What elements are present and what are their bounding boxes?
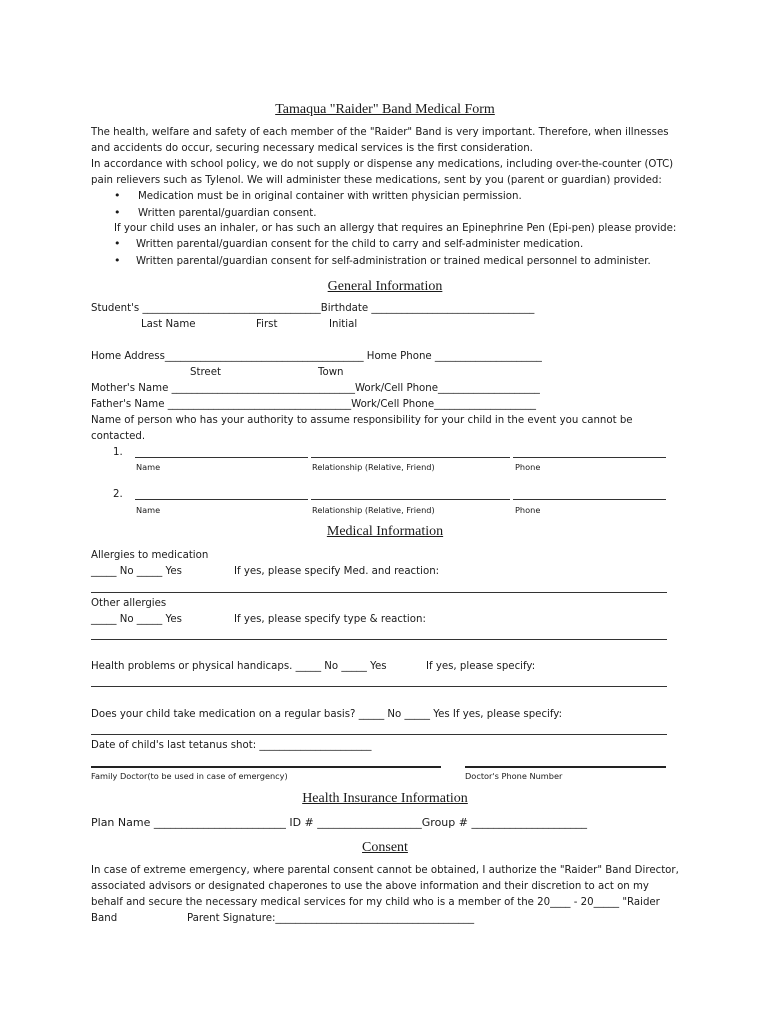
bullet-icon: • bbox=[114, 189, 121, 202]
bullet-text: Written parental/guardian consent for self-administration or trained medical personnel to administer. bbox=[136, 256, 651, 267]
general-info-heading: General Information bbox=[327, 279, 443, 294]
allergies-reaction-field[interactable] bbox=[91, 592, 667, 593]
student-line[interactable]: Student's ___________________________________Birthdate ________________________________ bbox=[91, 303, 535, 314]
home-address-line[interactable]: Home Address_______________________________________ Home Phone _____________________ bbox=[91, 351, 542, 362]
contact-phone-field[interactable] bbox=[513, 499, 666, 500]
authority-line-2: contacted. bbox=[91, 431, 146, 442]
parent-signature-line[interactable]: Parent Signature:_______________________________________ bbox=[187, 913, 475, 924]
intro-line-3: In accordance with school policy, we do not supply or dispense any medications, including over-the-counter (OTC) bbox=[91, 159, 674, 170]
bullet-icon: • bbox=[114, 254, 121, 267]
contact-relationship-label: Relationship (Relative, Friend) bbox=[312, 505, 435, 515]
contact-name-field[interactable] bbox=[135, 457, 308, 458]
medical-info-heading: Medical Information bbox=[326, 524, 444, 539]
doctor-phone-field[interactable] bbox=[465, 766, 666, 768]
bullet-icon: • bbox=[114, 237, 121, 250]
contact-relationship-label: Relationship (Relative, Friend) bbox=[312, 462, 435, 472]
consent-line-1: In case of extreme emergency, where parental consent cannot be obtained, I authorize the "Raider" Band Director, bbox=[91, 865, 679, 876]
sub-label-street: Street bbox=[190, 367, 221, 378]
family-doctor-field[interactable] bbox=[91, 766, 441, 768]
consent-band-word: Band bbox=[91, 913, 118, 924]
other-allergies-field[interactable] bbox=[91, 639, 667, 640]
intro-line-2: and accidents do occur, securing necessary medical services is the first consideration. bbox=[91, 143, 533, 154]
contact-name-label: Name bbox=[136, 505, 161, 515]
consent-heading: Consent bbox=[362, 840, 408, 855]
contact-relationship-field[interactable] bbox=[311, 457, 510, 458]
contact-phone-label: Phone bbox=[515, 505, 541, 515]
contact-name-field[interactable] bbox=[135, 499, 308, 500]
other-allergies-specify: If yes, please specify type & reaction: bbox=[234, 614, 426, 625]
doctor-phone-label: Doctor's Phone Number bbox=[465, 771, 563, 781]
insurance-line[interactable]: Plan Name ________________________ ID # ___________________Group # _____________________ bbox=[91, 816, 587, 829]
allergies-specify: If yes, please specify Med. and reaction: bbox=[234, 566, 440, 577]
mother-line[interactable]: Mother's Name ____________________________________Work/Cell Phone____________________ bbox=[91, 383, 540, 394]
contact-relationship-field[interactable] bbox=[311, 499, 510, 500]
regular-medication-line[interactable]: Does your child take medication on a regular basis? _____ No _____ Yes If yes, please specify: bbox=[91, 709, 563, 720]
consent-line-3[interactable]: behalf and secure the necessary medical services for my child who is a member of the 20____ - 20_____ "Raider bbox=[91, 897, 660, 908]
other-allergies-label: Other allergies bbox=[91, 598, 167, 609]
sub-label-initial: Initial bbox=[329, 319, 358, 330]
contact-number: 1. bbox=[113, 447, 123, 458]
health-problems-specify: If yes, please specify: bbox=[426, 661, 536, 672]
bullet-text: Written parental/guardian consent. bbox=[138, 208, 317, 219]
other-allergies-answer[interactable]: _____ No _____ Yes bbox=[91, 614, 182, 625]
authority-line-1: Name of person who has your authority to assume responsibility for your child in the event you cannot be bbox=[91, 415, 633, 426]
contact-phone-field[interactable] bbox=[513, 457, 666, 458]
intro-line-1: The health, welfare and safety of each member of the "Raider" Band is very important. Therefore, when illnesses bbox=[91, 127, 669, 138]
sub-label-first: First bbox=[256, 319, 278, 330]
regular-medication-field[interactable] bbox=[91, 734, 667, 735]
contact-number: 2. bbox=[113, 489, 123, 500]
allergies-label: Allergies to medication bbox=[91, 550, 209, 561]
bullet-icon: • bbox=[114, 206, 121, 219]
sub-label-last-name: Last Name bbox=[141, 319, 196, 330]
form-title: Tamaqua "Raider" Band Medical Form bbox=[275, 102, 495, 117]
contact-phone-label: Phone bbox=[515, 462, 541, 472]
allergies-answer[interactable]: _____ No _____ Yes bbox=[91, 566, 182, 577]
bullet-text: Written parental/guardian consent for the child to carry and self-administer medication. bbox=[136, 239, 584, 250]
health-problems-line[interactable]: Health problems or physical handicaps. _____ No _____ Yes bbox=[91, 661, 387, 672]
health-problems-field[interactable] bbox=[91, 686, 667, 687]
contact-name-label: Name bbox=[136, 462, 161, 472]
intro-line-4: pain relievers such as Tylenol. We will administer these medications, sent by you (parent or guardian) provided: bbox=[91, 175, 662, 186]
bullet-text: Medication must be in original container with written physician permission. bbox=[138, 191, 522, 202]
father-line[interactable]: Father's Name ____________________________________Work/Cell Phone____________________ bbox=[91, 399, 537, 410]
tetanus-line[interactable]: Date of child's last tetanus shot: ______________________ bbox=[91, 740, 372, 751]
inhaler-line: If your child uses an inhaler, or has such an allergy that requires an Epinephrine Pen (Epi-pen) please provide: bbox=[114, 223, 677, 234]
sub-label-town: Town bbox=[318, 367, 344, 378]
family-doctor-label: Family Doctor(to be used in case of emergency) bbox=[91, 771, 288, 781]
consent-line-2: associated advisors or designated chaperones to use the above information and their discretion to act on my bbox=[91, 881, 649, 892]
insurance-heading: Health Insurance Information bbox=[302, 791, 468, 806]
